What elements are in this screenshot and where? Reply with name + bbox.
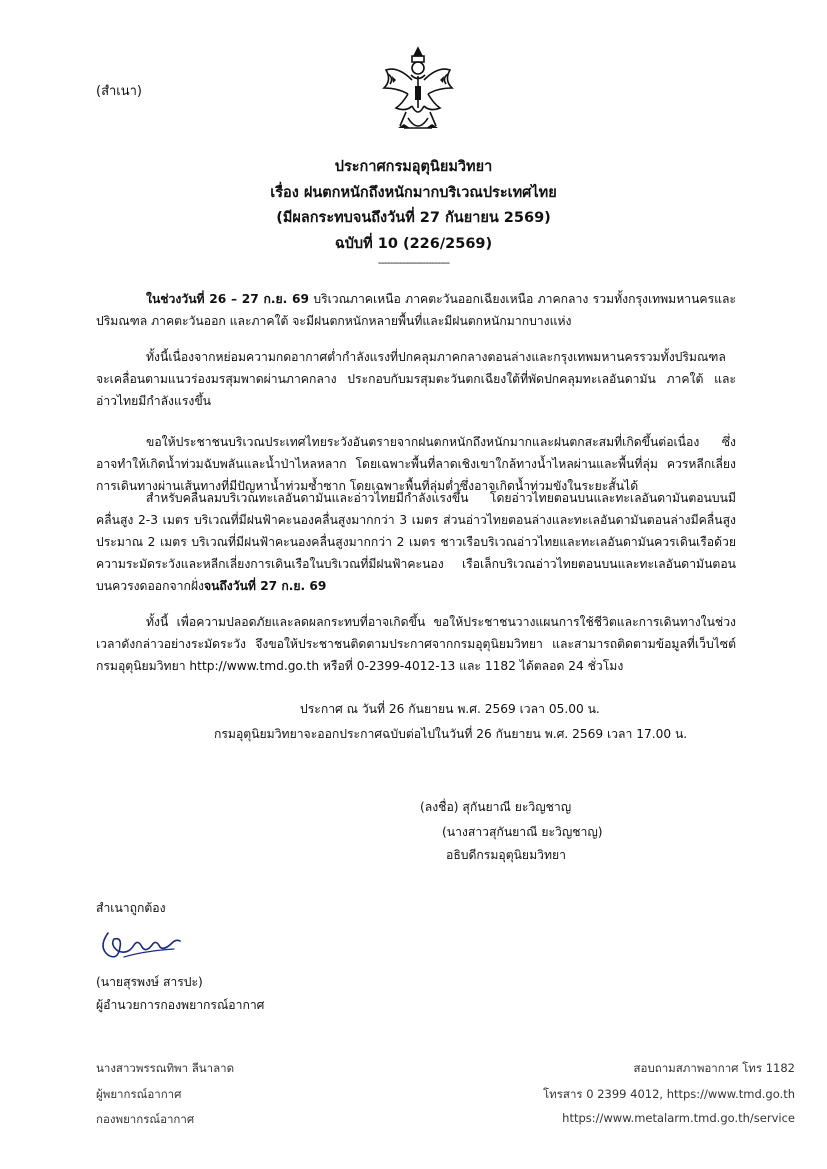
announcement-effective-date: (มีผลกระทบจนถึงวันที่ 27 กันยายน 2569) — [276, 210, 551, 226]
certifier-name: (นายสุรพงษ์ สารปะ) — [96, 975, 203, 989]
footer-fax-website: โทรสาร 0 2399 4012, https://www.tmd.go.th — [542, 1087, 795, 1101]
certifier-position: ผู้อำนวยการกองพยากรณ์อากาศ — [96, 998, 265, 1012]
cause-text: ทั้งนี้เนื่องจากหย่อมความกดอากาศต่ำกำลังแรงที่ปกคลุมภาคกลางตอนล่างและกรุงเทพมหานครรวมทั้งปริมณฑลจะเคลื่อนตามแนวร่องมรสุมพาดผ่านภาคกลาง ประกอบกับมรสุมตะวันตกเฉียงใต้ที่พัดปกคลุมทะเลอันดามัน ภาคใต้ และอ่าวไทยมีกำลังแรงขึ้น — [96, 350, 736, 408]
waves-until: จนถึงวันที่ 27 ก.ย. 69 — [203, 579, 327, 593]
announcement-subject: เรื่อง ฝนตกหนักถึงหนักมากบริเวณประเทศไทย — [270, 185, 557, 201]
announcement-number: ฉบับที่ 10 (226/2569) — [334, 236, 493, 252]
issued-date: ประกาศ ณ วันที่ 26 กันยายน พ.ศ. 2569 เวลา 05.00 น. — [300, 702, 600, 716]
paragraph-cause — [96, 346, 736, 412]
footer-hotline: สอบถามสภาพอากาศ โทร 1182 — [633, 1061, 795, 1075]
footer-author-name: นางสาวพรรณทิพา ลีนาลาด — [96, 1061, 235, 1075]
paragraph-forecast — [96, 288, 736, 332]
footer-service-url: https://www.metalarm.tmd.go.th/service — [562, 1111, 795, 1125]
forecast-period: ในช่วงวันที่ 26 – 27 ก.ย. 69 — [146, 292, 309, 306]
paragraph-advice — [96, 611, 736, 677]
signatory-full-name: (นางสาวสุกันยาณี ยะวิญชาญ) — [442, 825, 603, 839]
next-issue: กรมอุตุนิยมวิทยาจะออกประกาศฉบับต่อไปในวันที่ 26 กันยายน พ.ศ. 2569 เวลา 17.00 น. — [214, 727, 688, 741]
garuda-emblem — [378, 46, 458, 138]
certified-copy-label: สำเนาถูกต้อง — [96, 901, 166, 915]
forecast-text: บริเวณภาคเหนือ ภาคตะวันออกเฉียงเหนือ ภาคกลาง รวมทั้งกรุงเทพมหานครและปริมณฑล ภาคตะวันออก และภาคใต้ จะมีฝนตกหนักหลายพื้นที่และมีฝนตกหนักมากบางแห่ง — [96, 292, 736, 328]
signed-by: (ลงชื่อ) สุกันยาณี ยะวิญชาญ — [420, 800, 572, 814]
waves-text: สำหรับคลื่นลมบริเวณทะเลอันดามันและอ่าวไทยมีกำลังแรงขึ้น โดยอ่าวไทยตอนบนและทะเลอันดามันตอนบนมีคลื่นสูง 2-3 เมตร บริเวณที่มีฝนฟ้าคะนองคลื่นสูงมากกว่า 3 เมตร ส่วนอ่าวไทยตอนล่างและทะเลอันดามันตอนล่างมีคลื่นสูงประมาณ 2 เมตร บริเวณที่มีฝนฟ้าคะนองคลื่นสูงมากกว่า 2 เมตร ชาวเรือบริเวณอ่าวไทยและทะเลอันดามันควรเดินเรือด้วยความระมัดระวังและหลีกเลี่ยงการเดินเรือในบริเวณที่มีฝนฟ้าคะนอง เรือเล็กบริเวณอ่าวไทยตอนบนและทะเลอันดามันตอนบนควรงดออกจากฝั่ง — [96, 491, 736, 593]
warning-text: ขอให้ประชาชนบริเวณประเทศไทยระวังอันตรายจากฝนตกหนักถึงหนักมากและฝนตกสะสมที่เกิดขึ้นต่อเนื่อง ซึ่งอาจทำให้เกิดน้ำท่วมฉับพลันและน้ำป่าไหลหลาก โดยเฉพาะพื้นที่ลาดเชิงเขาใกล้ทางน้ำไหลผ่านและพื้นที่ลุ่ม ควรหลีกเลี่ยงการเดินทางผ่านเส้นทางที่มีปัญหาน้ำท่วมซ้ำซาก โดยเฉพาะพื้นที่ลุ่มต่ำซึ่งอาจเกิดน้ำท่วมขังในระยะสั้นได้ — [96, 435, 736, 493]
paragraph-waves — [96, 487, 736, 597]
advice-text: ทั้งนี้ เพื่อความปลอดภัยและลดผลกระทบที่อาจเกิดขึ้น ขอให้ประชาชนวางแผนการใช้ชีวิตและการเดินทางในช่วงเวลาดังกล่าวอย่างระมัดระวัง จึงขอให้ประชาชนติดตามประกาศจากกรมอุตุนิยมวิทยา และสามารถติดตามข้อมูลที่เว็บไซต์กรมอุตุนิยมวิทยา http://www.tmd.go.th หรือที่ 0-2399-4012-13 และ 1182 ได้ตลอด 24 ชั่วโมง — [96, 615, 736, 673]
footer-author-role: ผู้พยากรณ์อากาศ — [96, 1087, 182, 1101]
handwritten-signature — [94, 925, 184, 965]
announcement-title: ประกาศกรมอุตุนิยมวิทยา — [334, 159, 493, 175]
copy-label: (สำเนา) — [96, 84, 143, 99]
footer-author-division: กองพยากรณ์อากาศ — [96, 1112, 195, 1126]
signatory-position: อธิบดีกรมอุตุนิยมวิทยา — [446, 848, 566, 862]
title-separator: ------------------------ — [377, 256, 450, 269]
